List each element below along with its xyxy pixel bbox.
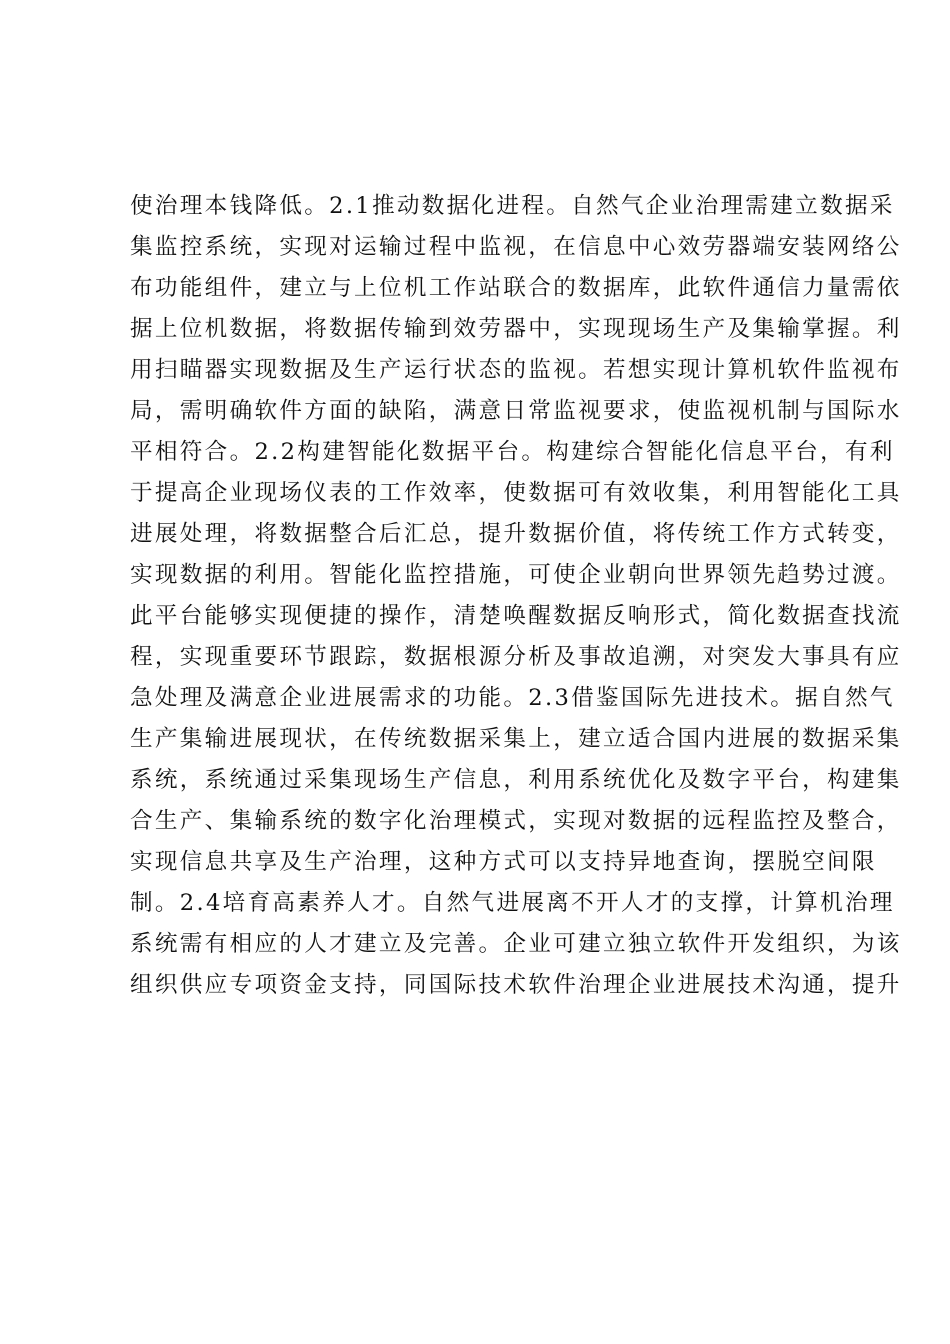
text-line: 局，需明确软件方面的缺陷，满意日常监视要求，使监视机制与国际水	[130, 398, 902, 424]
text-line: 进展处理，将数据整合后汇总，提升数据价值，将传统工作方式转变，	[130, 521, 902, 547]
text-line: 系统，系统通过采集现场生产信息，利用系统优化及数字平台，构建集	[130, 767, 902, 793]
text-line: 组织供应专项资金支持，同国际技术软件治理企业进展技术沟通，提升	[130, 972, 902, 998]
text-line: 系统需有相应的人才建立及完善。企业可建立独立软件开发组织，为该	[130, 931, 902, 957]
body-text	[130, 186, 902, 1006]
text-line: 程，实现重要环节跟踪，数据根源分析及事故追溯，对突发大事具有应	[130, 644, 902, 670]
text-line: 实现数据的利用。智能化监控措施，可使企业朝向世界领先趋势过渡。	[130, 562, 902, 588]
text-line: 制。2.4培育高素养人才。自然气进展离不开人才的支撑，计算机治理	[130, 890, 895, 916]
text-line: 用扫瞄器实现数据及生产运行状态的监视。若想实现计算机软件监视布	[130, 357, 902, 383]
text-line: 合生产、集输系统的数字化治理模式，实现对数据的远程监控及整合，	[130, 808, 902, 834]
text-line: 据上位机数据，将数据传输到效劳器中，实现现场生产及集输掌握。利	[130, 316, 902, 342]
text-line: 布功能组件，建立与上位机工作站联合的数据库，此软件通信力量需依	[130, 275, 902, 301]
text-line: 于提高企业现场仪表的工作效率，使数据可有效收集，利用智能化工具	[130, 480, 902, 506]
text-line: 平相符合。2.2构建智能化数据平台。构建综合智能化信息平台，有利	[130, 439, 895, 465]
text-line: 此平台能够实现便捷的操作，清楚唤醒数据反响形式，简化数据查找流	[130, 603, 902, 629]
text-line: 急处理及满意企业进展需求的功能。2.3借鉴国际先进技术。据自然气	[130, 685, 895, 711]
text-line: 使治理本钱降低。2.1推动数据化进程。自然气企业治理需建立数据采	[130, 193, 895, 219]
text-line: 实现信息共享及生产治理，这种方式可以支持异地查询，摆脱空间限	[130, 849, 877, 875]
text-line: 集监控系统，实现对运输过程中监视，在信息中心效劳器端安装网络公	[130, 234, 902, 260]
text-line: 生产集输进展现状，在传统数据采集上，建立适合国内进展的数据采集	[130, 726, 902, 752]
